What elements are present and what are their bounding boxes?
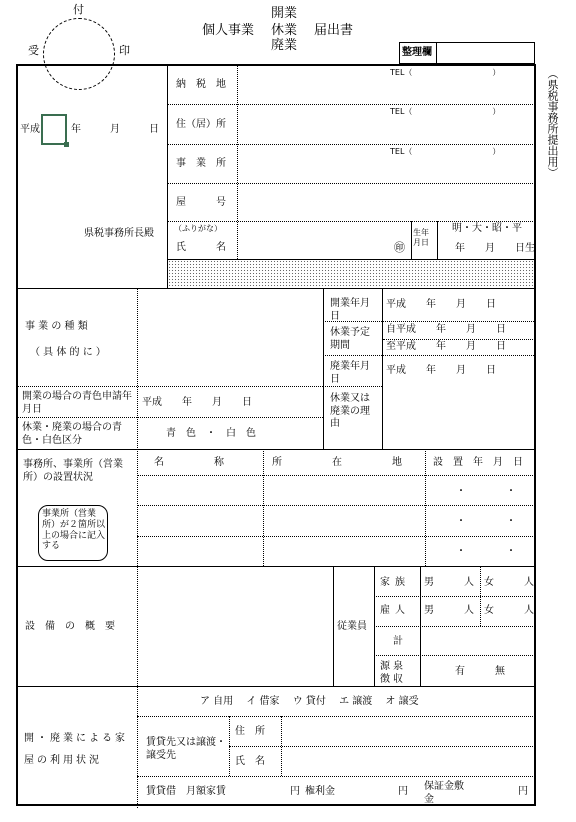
- employed-label: 雇人: [380, 605, 410, 616]
- offices-header-location: 所 在 地: [272, 457, 402, 468]
- shaded-strip: [168, 260, 535, 287]
- premises-label: 開・廃業による家屋の利用状況: [24, 733, 128, 766]
- blue-close-label: 休業・廃業の場合の青色・白色区分: [22, 422, 122, 446]
- family-male: 男 人: [424, 577, 474, 588]
- address-label: 納 税 地: [176, 79, 226, 90]
- tel-3: TEL（ ）: [390, 147, 501, 156]
- birth-label: 生年月日: [413, 228, 429, 248]
- reason-input[interactable]: [385, 389, 533, 447]
- era-year-input[interactable]: [41, 114, 67, 145]
- side-note: （県税事務所提出用）: [546, 68, 559, 178]
- tel-1: TEL（ ）: [390, 68, 501, 77]
- title-pause: 休業: [271, 23, 298, 38]
- pause-from: 自平成 年 月 日: [386, 324, 506, 335]
- date-day: 日: [149, 124, 159, 135]
- date-year: 年: [71, 124, 81, 135]
- seal-mark: ㊞: [394, 241, 405, 254]
- lessor-label: 賃貸先又は譲渡・譲受先: [146, 737, 226, 761]
- lessor-address-label: 住 所: [235, 726, 265, 737]
- withholding-label: 源泉徴収: [380, 661, 406, 685]
- withholding-value[interactable]: 有 無: [455, 666, 505, 677]
- title-suffix: 届出書: [314, 23, 354, 38]
- family-label: 家族: [380, 577, 410, 588]
- offices-row-date: ・ ・: [456, 516, 516, 527]
- offices-note: 事業所（営業所）が２箇所以上の場合に記入する: [42, 509, 106, 552]
- addressee: 県税事務所長殿: [84, 228, 154, 239]
- family-female: 女 人: [484, 577, 534, 588]
- trade-name-label: 屋 号: [176, 197, 226, 208]
- business-kind-input[interactable]: [139, 290, 321, 384]
- key-money-yen: 円: [398, 786, 408, 797]
- facilities-label: 設 備 の 概 要: [25, 621, 115, 632]
- offices-header-date: 設 置 年 月 日: [433, 457, 523, 468]
- residence-label: 住（居）所: [176, 119, 226, 130]
- close-date-value: 平成 年 月 日: [386, 365, 496, 376]
- seiri-label: 整理欄: [402, 47, 432, 58]
- business-kind-label: 事 業 の 種 類: [25, 321, 88, 332]
- blue-open-value: 平成 年 月 日: [142, 397, 252, 408]
- open-date-label: 開業年月日: [330, 298, 370, 322]
- rent-yen: 円: [290, 786, 300, 797]
- offices-header-name: 名 称: [154, 457, 224, 468]
- facilities-input[interactable]: [139, 568, 331, 684]
- date-month: 月: [110, 124, 120, 135]
- trade-name-input[interactable]: [239, 186, 533, 219]
- birth-date: 年 月 日生: [455, 243, 535, 254]
- staff-label: 従業員: [337, 621, 367, 632]
- title-open: 開業: [271, 6, 298, 21]
- lessor-name-label: 氏 名: [235, 756, 265, 767]
- stamp-label-top: 付: [73, 3, 84, 16]
- title-close: 廃業: [271, 38, 298, 53]
- close-date-label: 廃業年月日: [330, 361, 370, 385]
- offices-row-date: ・ ・: [456, 486, 516, 497]
- premises-options[interactable]: ア 自用 イ 借家 ウ 貸付 エ 譲渡 オ 譲受: [200, 696, 419, 707]
- name-input[interactable]: [239, 223, 389, 257]
- lessor-name-input[interactable]: [283, 748, 533, 774]
- deposit-yen: 円: [518, 786, 528, 797]
- employed-male: 男 人: [424, 605, 474, 616]
- offices-label: 事務所、事業所（営業所）の設置状況: [23, 459, 123, 483]
- residence-input[interactable]: [239, 118, 529, 142]
- total-label: 計: [393, 636, 403, 647]
- business-kind-sub: （ 具 体 的 に ）: [30, 347, 106, 358]
- pause-to: 至平成 年 月 日: [386, 341, 506, 352]
- key-money-label: 権利金: [305, 786, 335, 797]
- pause-label: 休業予定期間: [330, 327, 370, 351]
- lessor-address-input[interactable]: [283, 718, 533, 744]
- rent-label: 賃貸借 月額家賃: [146, 786, 226, 797]
- furigana-label: （ふりがな）: [174, 224, 222, 233]
- offices-row-date: ・ ・: [456, 546, 516, 557]
- stamp-label-left: 受: [28, 44, 39, 57]
- office-input[interactable]: [239, 158, 529, 182]
- name-label: 氏 名: [176, 242, 226, 253]
- birth-eras: 明・大・昭・平: [452, 223, 522, 234]
- blue-open-label: 開業の場合の青色申請年月日: [22, 391, 132, 415]
- deposit-label: 保証金敷 金: [424, 781, 474, 805]
- blue-close-value: 青 色 ・ 白 色: [166, 428, 256, 439]
- office-label: 事 業 所: [176, 158, 226, 169]
- date-era: 平成: [20, 124, 40, 135]
- employed-female: 女 人: [484, 605, 534, 616]
- open-date-value: 平成 年 月 日: [386, 299, 496, 310]
- title-prefix: 個人事業: [202, 23, 255, 38]
- tel-2: TEL（ ）: [390, 107, 501, 116]
- address-input[interactable]: [239, 78, 529, 102]
- stamp-label-right: 印: [119, 44, 130, 57]
- reason-label: 休業又は廃業の理由: [330, 393, 370, 429]
